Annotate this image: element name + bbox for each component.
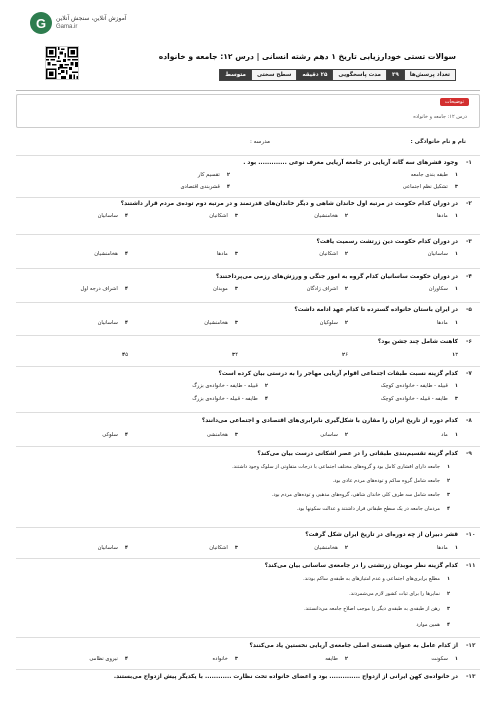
option[interactable]: ۲نمایرها را برای ثبات کشور لازم می‌شمردند.	[349, 591, 450, 597]
stat-question-count: تعداد پرسش‌ها ۲۹	[386, 70, 455, 80]
question-divider	[16, 558, 480, 559]
student-name-label: نام و نام خانوادگی :	[410, 139, 466, 145]
stat-difficulty: سطح سختی متوسط	[220, 70, 296, 80]
question-divider	[16, 335, 480, 336]
test-stats	[219, 69, 456, 81]
option[interactable]: ۲ساسانی	[320, 432, 348, 438]
option[interactable]: ۳اشکانیان	[209, 213, 238, 219]
site-url[interactable]: Gama.ir	[56, 24, 78, 30]
question-divider	[16, 155, 480, 156]
option[interactable]: ۳۴	[232, 352, 238, 358]
option[interactable]: ۱سکاوران	[428, 286, 458, 292]
option[interactable]: ۳مادها	[216, 251, 238, 257]
question-7: ۷- کدام گزینه نسبت طبقات اجتماعی اقوام آریایی مهاجر را به درستی بیان کرده است؟ ۱قبیله - طایفه - خانواده‌ی کوچک ۲قبیله - طایفه - خانواده‌ی بزرگ ۳طایفه - قبیله - خانواده‌ی کوچک ۴طایفه - قبیله - خانواده‌ی بزرگ	[192, 371, 472, 402]
student-info-row	[16, 136, 480, 150]
option[interactable]: ۲۶	[342, 352, 348, 358]
option[interactable]: ۱قبیله - طایفه - خانواده‌ی کوچک	[380, 383, 458, 389]
question-divider	[16, 268, 480, 269]
option[interactable]: ۱مادها	[436, 545, 458, 551]
option[interactable]: ۴مردمان جامعه در یک سطح طبقاتی قرار داشتند و عدالت سکونها بود.	[296, 506, 450, 512]
option[interactable]: ۳رهن از طبقه‌ی به طبقه‌ی دیگر را موجب اصلاح جامعه می‌دانستند.	[304, 606, 450, 612]
question-divider	[16, 412, 480, 413]
question-6: ۶- کاهنت شامل چند جشن بود؟ ۱۳ ۲۶ ۳۴ ۴۵	[16, 339, 480, 363]
option[interactable]: ۲هخامنشیان	[314, 545, 348, 551]
option[interactable]: ۴سلوکی	[102, 432, 128, 438]
question-9: ۹- کدام گزینه تقسیم‌بندی طبقاتی را در عصر اشکانی درست بیان می‌کند؟ ۱جامعه دارای اقشاری کامل بود و گروه‌های مختلف اجتماعی با درجات متفاوتی از سلوک وجود داشتند. ۲جامعه شامل گروه ساکم و توده‌های مردم عادی بود. ۳جامعه شامل سه طرف کلی خاندان شاهی، گروه‌های مذهبی و توده‌های مردم بود. ۴مردمان جامعه در یک سطح طبقاتی قرار داشتند و عدالت سکونها بود.	[232, 451, 472, 512]
option[interactable]: ۴قشربندی اقتصادی	[180, 184, 230, 190]
option[interactable]: ۱طبقه بندی جامعه	[410, 172, 458, 178]
stat-duration: مدت پاسخگویی ۲۵ دقیقه	[296, 70, 386, 80]
option[interactable]: ۱سکونت	[431, 656, 458, 662]
option[interactable]: ۲طایفه	[325, 656, 348, 662]
question-4: ۴- در دوران حکومت ساسانیان کدام گروه به امور جنگی و ورزش‌های رزمی می‌پرداختند؟ ۱سکاوران ۲اشراف زادگان ۳موبدان ۴اشراف درجه اول	[80, 274, 472, 292]
instructions-text: درس ۱۲: جامعه و خانواده	[413, 114, 467, 120]
site-tagline: آموزش آنلاین، سنجش آنلاین	[56, 15, 127, 22]
option[interactable]: ۱۳	[452, 352, 458, 358]
option[interactable]: ۲جامعه شامل گروه ساکم و توده‌های مردم عادی بود.	[332, 478, 450, 484]
site-branding[interactable]	[30, 12, 127, 34]
option[interactable]: ۴طایفه - قبیله - خانواده‌ی بزرگ	[192, 396, 268, 402]
option[interactable]: ۳اشکانیان	[209, 545, 238, 551]
question-divider	[16, 637, 480, 638]
question-divider	[16, 527, 480, 528]
question-2: ۲- در دوران کدام حکومت در مرتبه اول خاندان شاهی و دیگر خاندان‌های قدرتمند و در مرتبه دوم توده‌ی مردم قرار داشتند؟ ۱مادها ۲هخامنشیان ۳اشکانیان ۴ساسانیان	[97, 201, 472, 219]
option[interactable]: ۲اشراف زادگان	[306, 286, 348, 292]
option[interactable]: ۴۵	[122, 352, 128, 358]
question-1: ۱- وجود قشرهای سه گانه آریایی در جامعه آریایی معرف نوعی ............. بود . ۱طبقه بندی جامعه ۲تقسیم کار ۳تشکیل نظم اجتماعی ۴قشربندی اقتصادی	[180, 160, 472, 190]
option[interactable]: ۱مادها	[436, 213, 458, 219]
option[interactable]: ۳هخامنشی	[206, 432, 238, 438]
instructions-badge: توضیحات	[440, 98, 469, 106]
option[interactable]: ۱جامعه دارای اقشاری کامل بود و گروه‌های مختلف اجتماعی با درجات متفاوتی از سلوک وجود داشتند.	[232, 464, 450, 470]
question-divider	[16, 234, 480, 235]
question-divider	[16, 302, 480, 303]
option[interactable]: ۳طایفه - قبیله - خانواده‌ی کوچک	[380, 396, 458, 402]
option[interactable]: ۳هخامنشیان	[204, 320, 238, 326]
option[interactable]: ۴نیروی نظامی	[89, 656, 128, 662]
instructions-box	[16, 94, 480, 128]
question-8: ۸- کدام دوره از تاریخ ایران را مقارن با شکل‌گیری نابرابری‌های اقتصادی و اجتماعی می‌دانند؟ ۱ماد ۲ساسانی ۳هخامنشی ۴سلوکی	[102, 418, 472, 438]
option[interactable]: ۴ساسانیان	[97, 320, 128, 326]
question-13: ۱۳- در خانواده‌ی کهن ایرانی از ازدواج .............. بود و اعضای خانواده تحت نظارت ............ با یکدیگر پیش ازدواج می‌بستند.	[113, 674, 476, 680]
header-divider	[16, 90, 480, 91]
question-divider	[16, 446, 480, 447]
question-3: ۳- در دوران کدام حکومت دین زرتشت رسمیت یافت؟ ۱ساسانیان ۲اشکانیان ۳مادها ۴هخامنشیان	[94, 239, 472, 257]
option[interactable]: ۱مادها	[436, 320, 458, 326]
question-divider	[16, 669, 480, 670]
option[interactable]: ۳جامعه شامل سه طرف کلی خاندان شاهی، گروه‌های مذهبی و توده‌های مردم بود.	[271, 492, 450, 498]
page-title: سوالات تستی خودارزیابی تاریخ ۱ دهم رشته انسانی | درس ۱۲: جامعه و خانواده	[158, 52, 456, 61]
option[interactable]: ۲سلوکیان	[319, 320, 348, 326]
option[interactable]: ۳خانواده	[212, 656, 238, 662]
school-label: مدرسه :	[250, 139, 270, 145]
option[interactable]: ۲هخامنشیان	[314, 213, 348, 219]
option[interactable]: ۲اشکانیان	[319, 251, 348, 257]
option[interactable]: ۴اشراف درجه اول	[80, 286, 128, 292]
question-divider	[16, 197, 480, 198]
qr-code-icon	[45, 46, 79, 80]
question-divider	[16, 366, 480, 367]
option[interactable]: ۱ماد	[441, 432, 458, 438]
page-header	[0, 0, 496, 90]
option[interactable]: ۲قبیله - طایفه - خانواده‌ی بزرگ	[192, 383, 268, 389]
question-11: ۱۱- کدام گزینه نظر موبدان زرتشتی را در جامعه‌ی ساسانی بیان می‌کند؟ ۱مطلع برابری‌های اجتماعی و عدم امتیازهای به طبقه‌ی ساکم بودند. ۲نمایرها را برای ثبات کشور لازم می‌شمردند. ۳رهن از طبقه‌ی به طبقه‌ی دیگر را موجب اصلاح جامعه می‌دانستند. ۴همین موارد	[264, 563, 476, 628]
question-5: ۵- در ایران باستان خانواده گسترده تا کدام عهد ادامه داشت؟ ۱مادها ۲سلوکیان ۳هخامنشیان ۴ساسانیان	[97, 307, 472, 326]
option[interactable]: ۳موبدان	[212, 286, 238, 292]
option[interactable]: ۴ساسانیان	[97, 213, 128, 219]
option[interactable]: ۱مطلع برابری‌های اجتماعی و عدم امتیازهای به طبقه‌ی ساکم بودند.	[303, 576, 450, 582]
option[interactable]: ۴هخامنشیان	[94, 251, 128, 257]
question-12: ۱۲- از کدام عامل به عنوان هسته‌ی اصلی جامعه‌ی آریایی نخستین یاد می‌کنند؟ ۱سکونت ۲طایفه ۳خانواده ۴نیروی نظامی	[89, 643, 476, 662]
option[interactable]: ۴همین موارد	[416, 622, 450, 628]
gama-logo-icon: G	[30, 12, 52, 34]
question-10: ۱۰- قشر دبیران از چه دوره‌ای در تاریخ ایران شکل گرفت؟ ۱مادها ۲هخامنشیان ۳اشکانیان ۴ساسانیان	[97, 532, 476, 551]
option[interactable]: ۳تشکیل نظم اجتماعی	[402, 184, 458, 190]
option[interactable]: ۱ساسانیان	[427, 251, 458, 257]
option[interactable]: ۴ساسانیان	[97, 545, 128, 551]
option[interactable]: ۲تقسیم کار	[197, 172, 230, 178]
